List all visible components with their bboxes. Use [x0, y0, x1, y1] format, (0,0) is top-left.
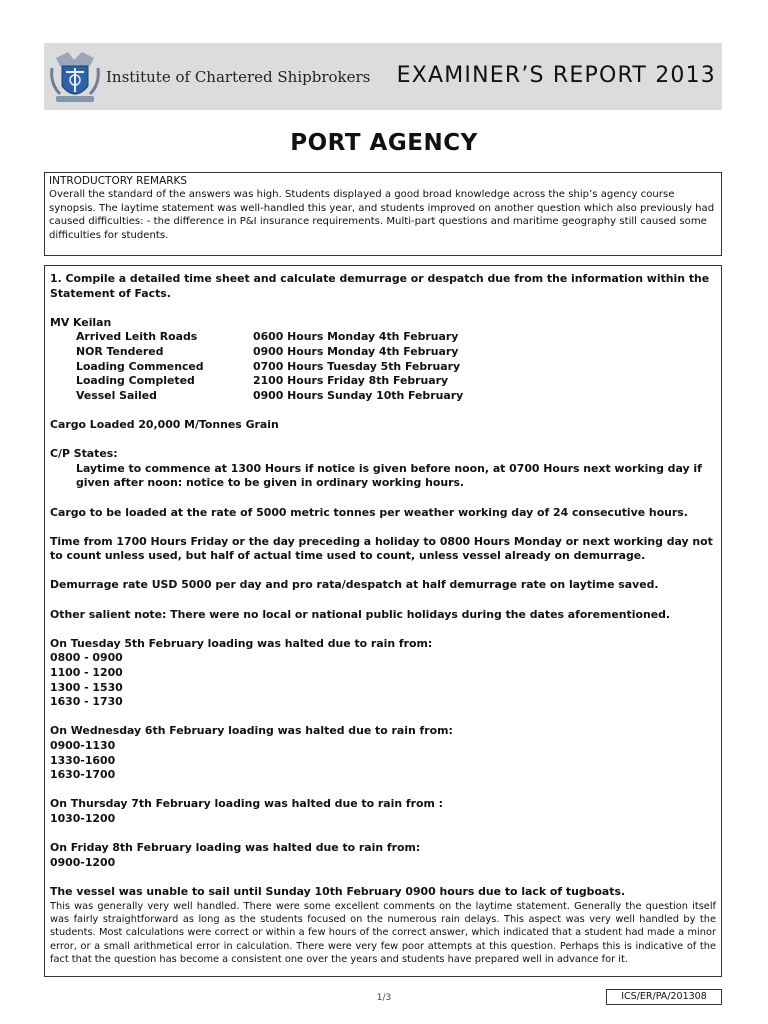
salient-note: Other salient note: There were no local or national public holidays during the dates aforementioned. — [50, 607, 671, 621]
intro-text: Overall the standard of the answers was high. Students displayed a good broad knowledge across the ship’s agency course synopsis. The laytime statement was well-handled this year, and students improved on another question which also previously had caused difficulties: - the difference in P&I insurance requirements. Multi-part questions and maritime geography still caused some difficulties for students. — [49, 189, 715, 241]
rain-period: 1300 - 1530 — [50, 680, 123, 694]
rain-period: 1630 - 1730 — [50, 695, 123, 709]
event-label: Arrived Leith Roads — [76, 330, 198, 344]
rain-heading: On Wednesday 6th February loading was halted due to rain from: — [50, 724, 453, 738]
introductory-remarks — [44, 172, 722, 256]
event-time: 0900 Hours Sunday 10th February — [253, 388, 464, 402]
page-number: 1/3 — [376, 993, 392, 1003]
event-label: Loading Commenced — [76, 359, 204, 373]
event-label: Vessel Sailed — [76, 388, 157, 402]
event-row — [50, 374, 716, 389]
loading-rate: Cargo to be loaded at the rate of 5000 metric tonnes per weather working day of 24 consecutive hours. — [50, 505, 688, 519]
document-reference: ICS/ER/PA/201308 — [606, 989, 722, 1005]
sail-note: The vessel was unable to sail until Sunday 10th February 0900 hours due to lack of tugboats. — [50, 884, 626, 898]
organization-name: Institute of Chartered Shipbrokers — [106, 68, 371, 86]
rain-period: 1100 - 1200 — [50, 666, 123, 680]
rain-period: 0900-1200 — [50, 855, 116, 869]
cp-heading: C/P States: — [50, 447, 118, 461]
page-title: PORT AGENCY — [290, 130, 478, 156]
intro-heading: INTRODUCTORY REMARKS — [49, 175, 188, 187]
question-1-box — [44, 265, 722, 977]
event-label: Loading Completed — [76, 374, 195, 388]
report-title: EXAMINER’S REPORT 2013 — [396, 63, 716, 88]
demurrage-rate: Demurrage rate USD 5000 per day and pro rata/despatch at half demurrage rate on laytime saved. — [50, 578, 659, 592]
event-time: 0700 Hours Tuesday 5th February — [253, 359, 461, 373]
rain-period: 0900-1130 — [50, 739, 116, 752]
rain-heading: On Thursday 7th February loading was halted due to rain from : — [50, 797, 443, 811]
event-time: 2100 Hours Friday 8th February — [253, 374, 449, 388]
cp-text: Laytime to commence at 1300 Hours if notice is given before noon, at 0700 Hours next working day if given after noon: notice to be given in ordinary working hours. — [76, 461, 702, 490]
event-row — [50, 345, 716, 360]
report-header — [44, 43, 722, 110]
time-exceptions: Time from 1700 Hours Friday or the day preceding a holiday to 0800 Hours Monday or next working day not to count unless used, but half of actual time used to count, unless vessel already on demurrage. — [50, 534, 713, 563]
cargo-loaded: Cargo Loaded 20,000 M/Tonnes Grain — [50, 417, 279, 431]
rain-heading: On Tuesday 5th February loading was halted due to rain from: — [50, 636, 433, 650]
rain-period: 0800 - 0900 — [50, 651, 123, 665]
event-row — [50, 330, 716, 345]
event-row — [50, 389, 716, 404]
vessel-name: MV Keilan — [50, 315, 112, 329]
question-heading: 1. Compile a detailed time sheet and calculate demurrage or despatch due from the information within the Statement of Facts. — [50, 272, 710, 300]
event-row — [50, 360, 716, 375]
rain-period: 1630-1700 — [50, 768, 116, 782]
rain-heading: On Friday 8th February loading was halted due to rain from: — [50, 841, 421, 855]
events-list — [50, 330, 716, 403]
event-label: NOR Tendered — [76, 344, 164, 358]
examiner-comment: This was generally very well handled. There were some excellent comments on the laytime statement. Generally the question itself was fairly straightforward as long as the students focused on the numerous rain delays. This aspect was very well handled by the students. Most calculations were correct or within a few hours of the correct answer, which indicated that a student had made a minor error, or a small arithmetical error in calculation. There were very few poor attempts at this question. Perhaps this is indicative of the fact that the question has become a consistent one over the years and students have prepared well in advance for it. — [50, 900, 716, 966]
event-time: 0900 Hours Monday 4th February — [253, 344, 459, 358]
institute-crest-logo — [48, 48, 102, 106]
rain-period: 1330-1600 — [50, 753, 116, 767]
event-time: 0600 Hours Monday 4th February — [253, 330, 459, 344]
rain-period: 1030-1200 — [50, 811, 116, 825]
